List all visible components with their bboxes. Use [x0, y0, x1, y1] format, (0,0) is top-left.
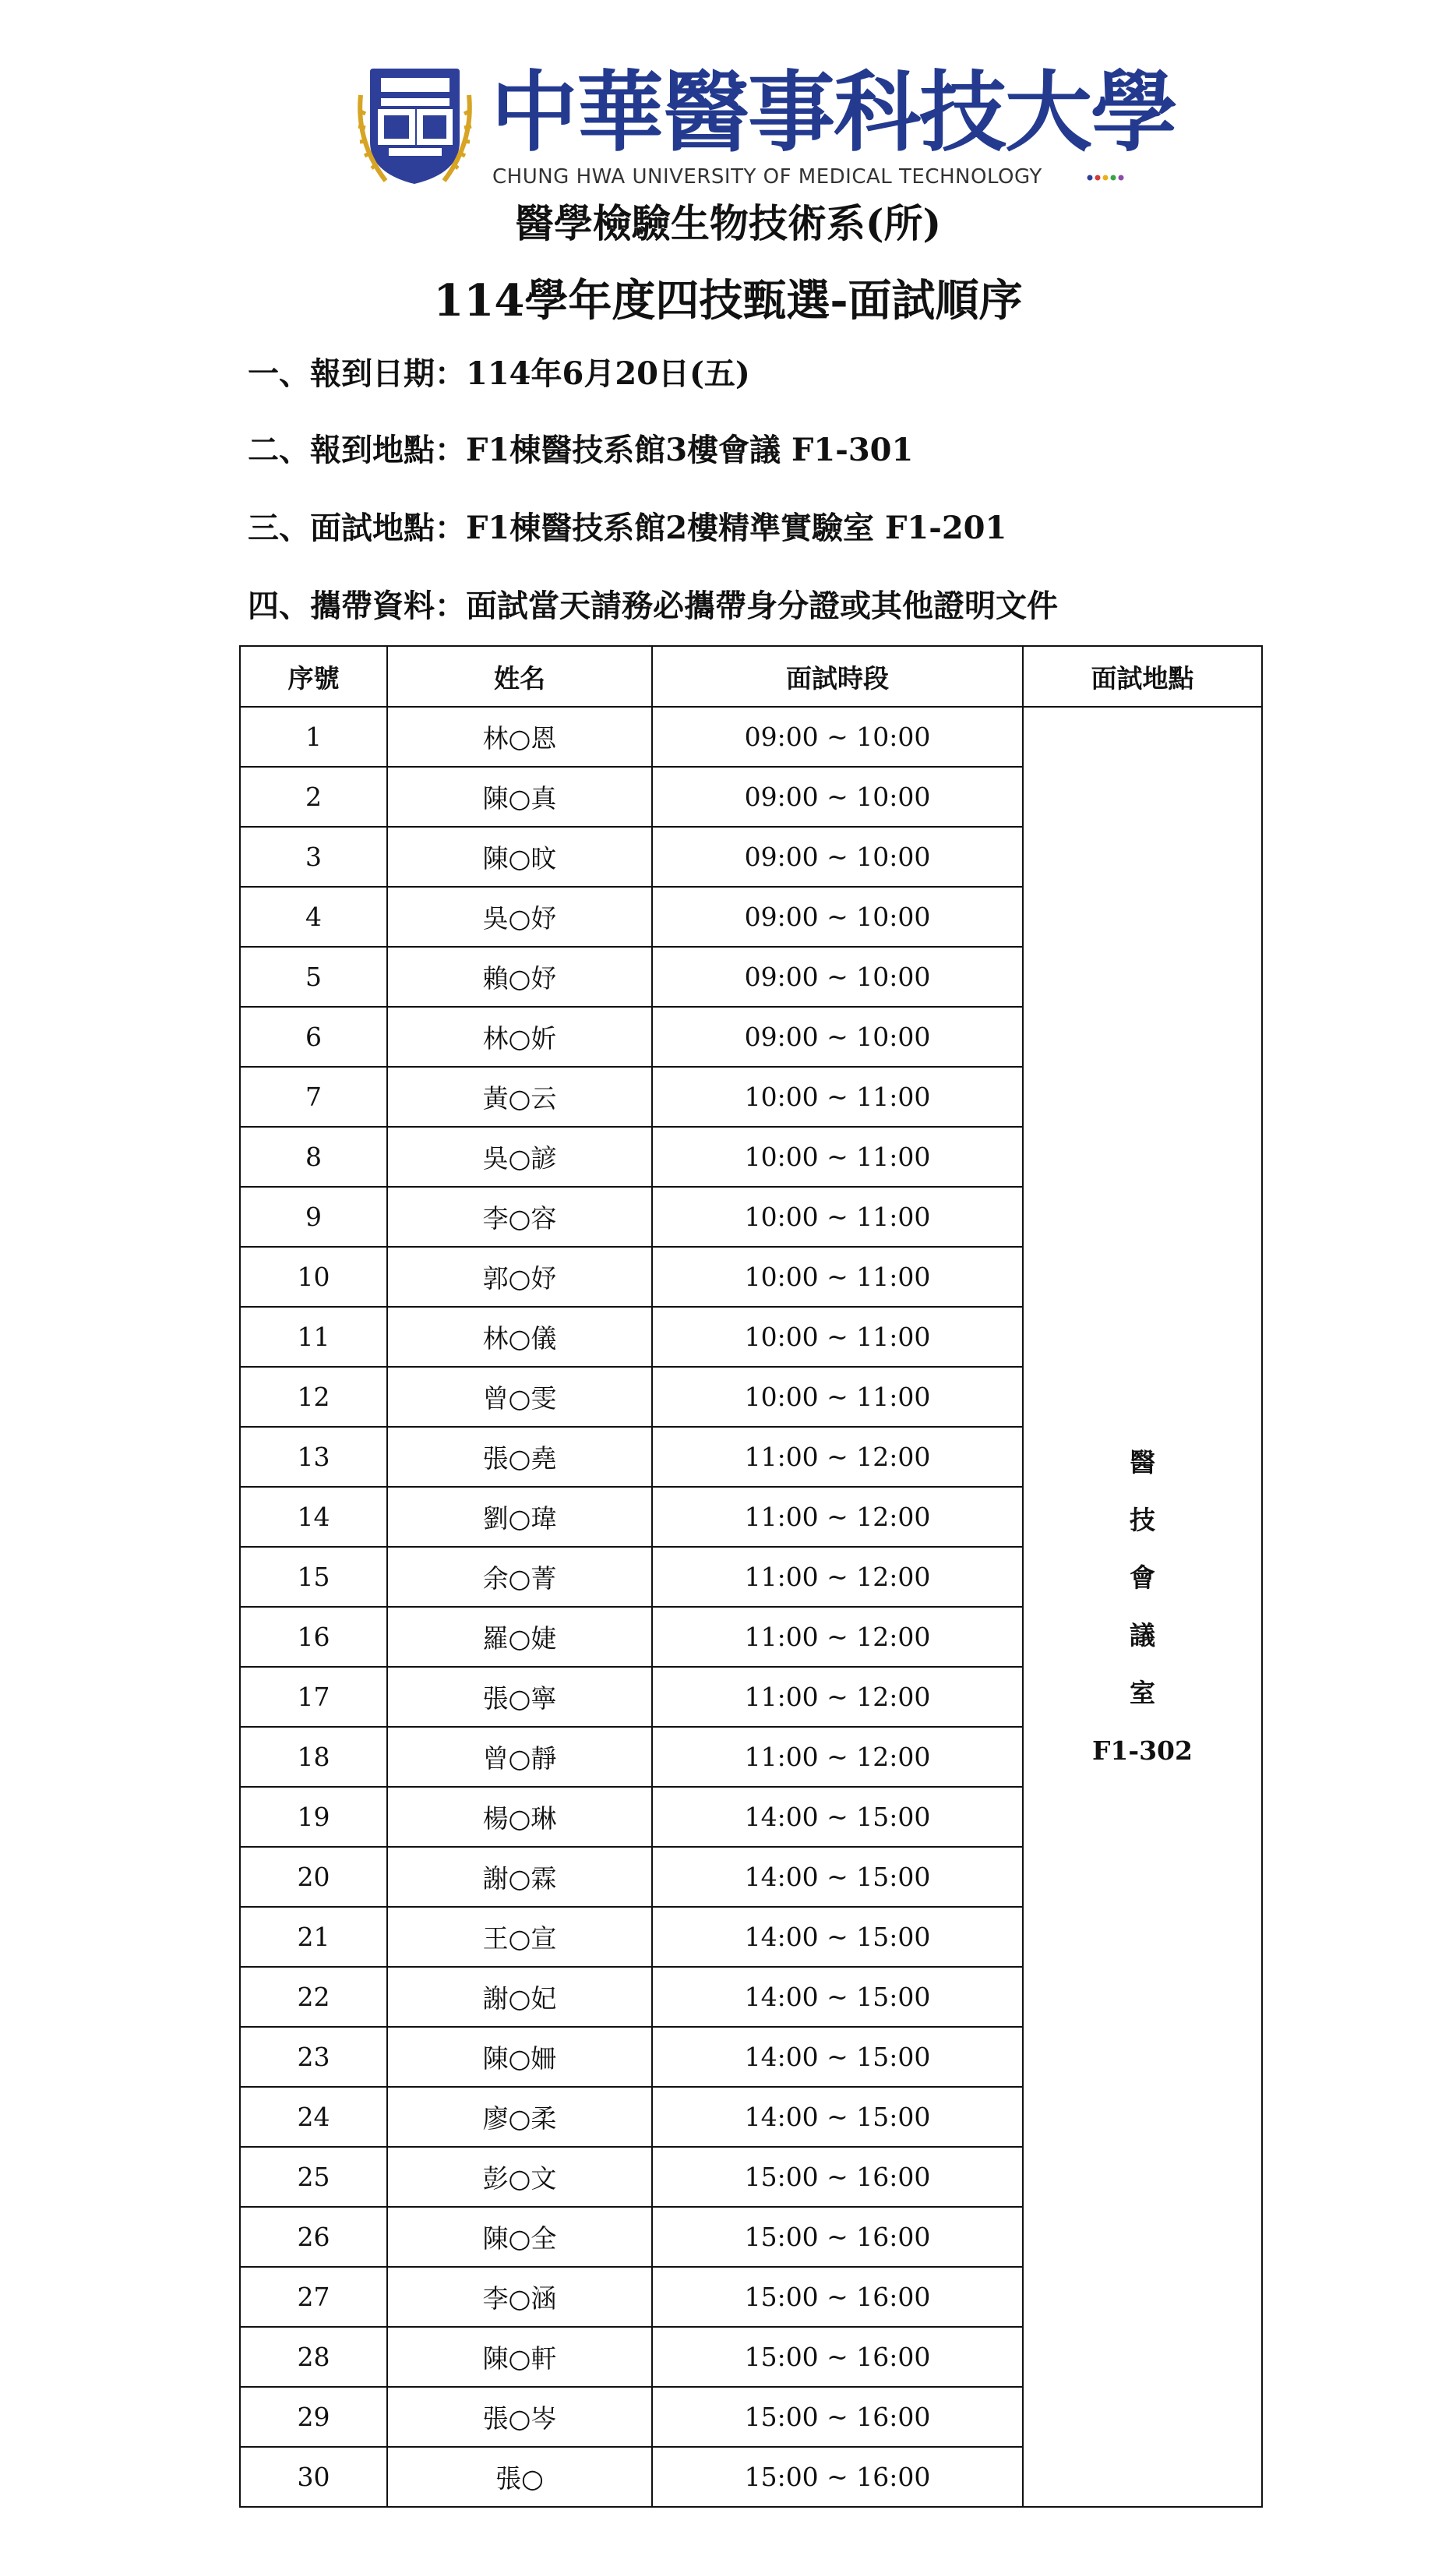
university-name-english: CHUNG HWA UNIVERSITY OF MEDICAL TECHNOLOGY [492, 165, 1042, 189]
interview-time-slot: 09:00 ~ 10:00 [652, 947, 1023, 1007]
interview-time-slot: 14:00 ~ 15:00 [652, 1907, 1023, 1967]
row-number: 8 [240, 1127, 387, 1187]
row-number: 2 [240, 767, 387, 827]
interview-time-slot: 11:00 ~ 12:00 [652, 1607, 1023, 1667]
row-number: 18 [240, 1727, 387, 1787]
row-number: 27 [240, 2267, 387, 2327]
header-number: 序號 [240, 646, 387, 707]
applicant-name: 林○妡 [387, 1007, 652, 1067]
row-number: 6 [240, 1007, 387, 1067]
row-number: 13 [240, 1427, 387, 1487]
interview-time-slot: 14:00 ~ 15:00 [652, 2027, 1023, 2087]
row-number: 20 [240, 1847, 387, 1907]
info-report-location: 二、報到地點：F1棟醫技系館3樓會議 F1-301 [248, 432, 914, 468]
info-report-date: 一、報到日期：114年6月20日(五) [248, 355, 750, 392]
row-number: 30 [240, 2447, 387, 2507]
interview-time-slot: 11:00 ~ 12:00 [652, 1487, 1023, 1547]
applicant-name: 劉○瑋 [387, 1487, 652, 1547]
applicant-name: 李○涵 [387, 2267, 652, 2327]
row-number: 24 [240, 2087, 387, 2147]
table-header-row [240, 646, 1262, 707]
header-time-slot: 面試時段 [652, 646, 1023, 707]
interview-time-slot: 15:00 ~ 16:00 [652, 2387, 1023, 2447]
interview-time-slot: 14:00 ~ 15:00 [652, 1787, 1023, 1847]
applicant-name: 余○菁 [387, 1547, 652, 1607]
applicant-name: 張○岑 [387, 2387, 652, 2447]
applicant-name: 羅○婕 [387, 1607, 652, 1667]
interview-time-slot: 15:00 ~ 16:00 [652, 2147, 1023, 2207]
row-number: 15 [240, 1547, 387, 1607]
table-body [240, 707, 1262, 2507]
interview-time-slot: 09:00 ~ 10:00 [652, 827, 1023, 887]
applicant-name: 林○恩 [387, 707, 652, 767]
interview-time-slot: 09:00 ~ 10:00 [652, 767, 1023, 827]
interview-time-slot: 14:00 ~ 15:00 [652, 1847, 1023, 1907]
applicant-name: 曾○雯 [387, 1367, 652, 1427]
row-number: 4 [240, 887, 387, 947]
applicant-name: 曾○靜 [387, 1727, 652, 1787]
interview-time-slot: 14:00 ~ 15:00 [652, 2087, 1023, 2147]
university-header [0, 55, 1456, 203]
color-dots-icon [1087, 175, 1124, 181]
applicant-name: 謝○妃 [387, 1967, 652, 2027]
row-number: 17 [240, 1667, 387, 1727]
row-number: 26 [240, 2207, 387, 2267]
university-name-chinese: 中華醫事科技大學 [491, 62, 1176, 164]
row-number: 28 [240, 2327, 387, 2387]
row-number: 22 [240, 1967, 387, 2027]
row-number: 7 [240, 1067, 387, 1127]
applicant-name: 彭○文 [387, 2147, 652, 2207]
header-location: 面試地點 [1023, 646, 1262, 707]
interview-time-slot: 10:00 ~ 11:00 [652, 1187, 1023, 1247]
interview-time-slot: 09:00 ~ 10:00 [652, 707, 1023, 767]
university-emblem-icon [354, 64, 475, 189]
row-number: 23 [240, 2027, 387, 2087]
interview-time-slot: 14:00 ~ 15:00 [652, 1967, 1023, 2027]
page-title: 114學年度四技甄選-面試順序 [433, 275, 1023, 327]
row-number: 14 [240, 1487, 387, 1547]
applicant-name: 張○堯 [387, 1427, 652, 1487]
interview-location-cell [1023, 707, 1262, 2507]
applicant-name: 陳○真 [387, 767, 652, 827]
interview-time-slot: 11:00 ~ 12:00 [652, 1547, 1023, 1607]
applicant-name: 黃○云 [387, 1067, 652, 1127]
row-number: 10 [240, 1247, 387, 1307]
applicant-name: 陳○姍 [387, 2027, 652, 2087]
applicant-name: 吳○妤 [387, 887, 652, 947]
applicant-name: 郭○妤 [387, 1247, 652, 1307]
interview-time-slot: 10:00 ~ 11:00 [652, 1247, 1023, 1307]
applicant-name: 王○宣 [387, 1907, 652, 1967]
applicant-name: 林○儀 [387, 1307, 652, 1367]
location-room-name: 醫技會議室 [1130, 1447, 1155, 1708]
applicant-name: 賴○妤 [387, 947, 652, 1007]
interview-time-slot: 09:00 ~ 10:00 [652, 887, 1023, 947]
applicant-name: 陳○旼 [387, 827, 652, 887]
interview-time-slot: 10:00 ~ 11:00 [652, 1367, 1023, 1427]
interview-time-slot: 15:00 ~ 16:00 [652, 2327, 1023, 2387]
applicant-name: 吳○諺 [387, 1127, 652, 1187]
row-number: 3 [240, 827, 387, 887]
row-number: 12 [240, 1367, 387, 1427]
table-row [240, 707, 1262, 767]
row-number: 25 [240, 2147, 387, 2207]
interview-time-slot: 15:00 ~ 16:00 [652, 2447, 1023, 2507]
interview-time-slot: 15:00 ~ 16:00 [652, 2207, 1023, 2267]
interview-time-slot: 11:00 ~ 12:00 [652, 1727, 1023, 1787]
interview-time-slot: 11:00 ~ 12:00 [652, 1667, 1023, 1727]
row-number: 16 [240, 1607, 387, 1667]
row-number: 21 [240, 1907, 387, 1967]
row-number: 29 [240, 2387, 387, 2447]
interview-time-slot: 15:00 ~ 16:00 [652, 2267, 1023, 2327]
row-number: 19 [240, 1787, 387, 1847]
interview-schedule-table [239, 645, 1263, 2508]
info-required-documents: 四、攜帶資料：面試當天請務必攜帶身分證或其他證明文件 [248, 588, 1058, 624]
applicant-name: 李○容 [387, 1187, 652, 1247]
applicant-name: 廖○柔 [387, 2087, 652, 2147]
applicant-name: 張○寧 [387, 1667, 652, 1727]
applicant-name: 謝○霖 [387, 1847, 652, 1907]
interview-time-slot: 10:00 ~ 11:00 [652, 1127, 1023, 1187]
interview-time-slot: 10:00 ~ 11:00 [652, 1067, 1023, 1127]
applicant-name: 張○ [387, 2447, 652, 2507]
row-number: 5 [240, 947, 387, 1007]
interview-time-slot: 10:00 ~ 11:00 [652, 1307, 1023, 1367]
header-name: 姓名 [387, 646, 652, 707]
applicant-name: 楊○琳 [387, 1787, 652, 1847]
row-number: 9 [240, 1187, 387, 1247]
department-title: 醫學檢驗生物技術系(所) [514, 200, 942, 246]
location-room-code: F1-302 [1092, 1735, 1193, 1766]
row-number: 1 [240, 707, 387, 767]
interview-time-slot: 11:00 ~ 12:00 [652, 1427, 1023, 1487]
row-number: 11 [240, 1307, 387, 1367]
applicant-name: 陳○全 [387, 2207, 652, 2267]
applicant-name: 陳○軒 [387, 2327, 652, 2387]
interview-time-slot: 09:00 ~ 10:00 [652, 1007, 1023, 1067]
info-interview-location: 三、面試地點：F1棟醫技系館2樓精準實驗室 F1-201 [248, 510, 1007, 546]
